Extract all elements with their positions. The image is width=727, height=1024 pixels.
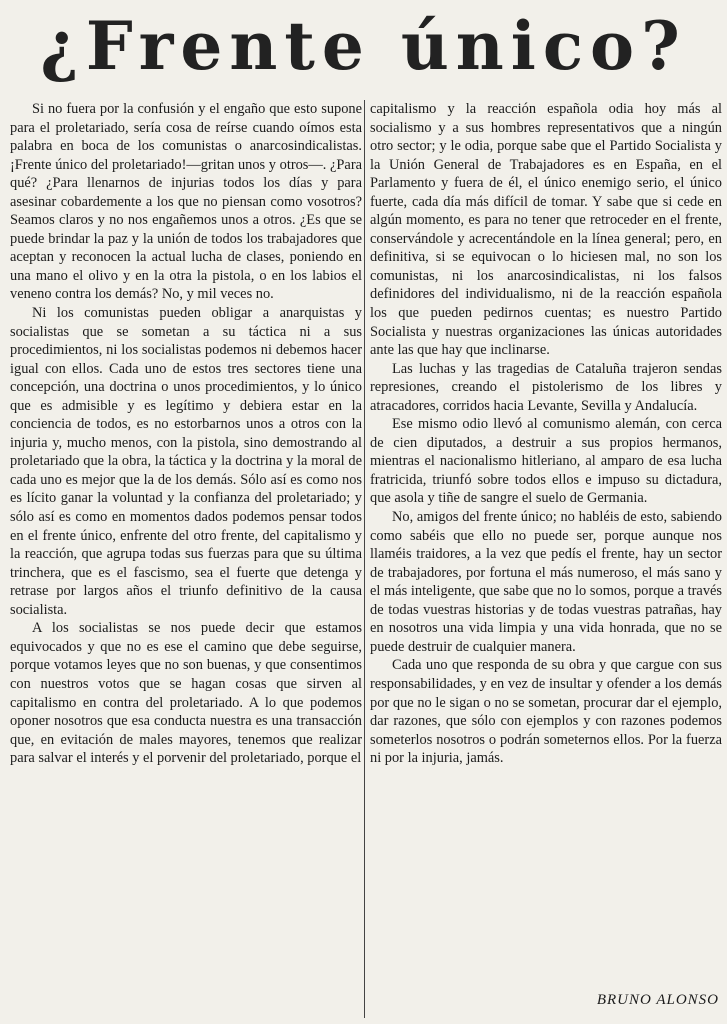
paragraph: Ni los comunistas pueden obligar a anarquistas y socialistas que se sometan a su táctica ni a sus procedimientos, ni los socialistas podemos ni debemos hacer igual con ellos. Cada uno de estos tres sectores tiene una concepción, una doctrina o unos procedimientos, y lo único que es admisible y es legítimo y debiera estar en la conciencia de todos, es no estorbarnos unos a otros con la injuria y, mucho menos, con la pistola, sino demostrando al proletariado que la obra, la táctica y la doctrina y la moral de cada uno es mejor que la de los demás. Sólo así es como nos es lícito ganar la voluntad y la confianza del proletariado; y sólo así es como en momentos dados podemos pensar todos en el frente único, enfrente del otro frente, del capitalismo y la reacción, que agrupa todas sus fuerzas para que su última trinchera, que es el fascismo, sea el fuerte que detenga y retrase por largos años el triunfo definitivo de la causa socialista. (10, 305, 362, 618)
author-signature: BRUNO ALONSO (596, 992, 719, 1008)
column-divider (364, 100, 365, 1018)
left-column (10, 100, 362, 768)
article-headline: ¿Frente único? (40, 7, 687, 85)
paragraph: Las luchas y las tragedias de Cataluña trajeron sendas represiones, creando el pistolerismo de los libres y atracadores, corridos hacia Levante, Sevilla y Andalucía. (370, 360, 722, 414)
paragraph: Ese mismo odio llevó al comunismo alemán, con cerca de cien diputados, a destruir a sus propios hermanos, mientras el nacionalismo hitleriano, al amparo de esa lucha fratricida, triunfó sobre todos ellos e impuso su dictadura, que asola y tiñe de sangre el suelo de Germania. (370, 416, 722, 507)
paragraph: Cada uno que responda de su obra y que cargue con sus responsabilidades, y en vez de insultar y ofender a los demás por que no le sigan o no se sometan, procurar dar el ejemplo, dar razones, que sólo con ejemplos y con razones podemos someterlos nosotros o podrán someternos ellos. Por la fuerza ni por la injuria, jamás. (370, 657, 722, 767)
paragraph-continuation: capitalismo y la reacción española odia hoy más al socialismo y a sus hombres representativos que a ningún otro sector; y le odia, porque sabe que el Partido Socialista y la Unión General de Trabajadores es en España, en el Parlamento y fuera de él, el único enemigo serio, el único fuerte, cada día más difícil de tomar. Y sabe que si cede en algún momento, es para no tener que retroceder en el frente, conservándole y acrecentándole en la línea general; pero, en definitiva, si se equivocan o lo hiciesen mal, no son los comunistas, ni los anarcosindicalistas, ni los falsos definidores del individualismo, ni de la reacción española los que pueden pedirnos cuentas; es nuestro Partido Socialista y nuestras organizaciones las únicas autoridades ante las que hay que inclinarse. (370, 101, 722, 359)
paragraph: A los socialistas se nos puede decir que estamos equivocados y que no es ese el camino que debe seguirse, porque votamos leyes que no son buenas, y que consentimos con nuestros votos que se hagan cosas que sirven al capitalismo en contra del proletariado. A lo que podemos oponer nosotros que esa conducta nuestra es una transacción que, en evitación de males mayores, tenemos que realizar para salvar el interés y el porvenir del proletariado, porque el (10, 620, 362, 767)
paragraph: No, amigos del frente único; no habléis de esto, sabiendo como sabéis que ello no puede ser, porque aunque nos llaméis traidores, a la vez que pedís el frente, hay un sector de trabajadores, por fortuna el más numeroso, el más sano y el más inteligente, que sabe que no lo somos, porque a través de todas vuestras historias y de todas vuestras patrañas, hay en nosotros una vida limpia y una vida honrada, que no se puede destruir de cualquier manera. (370, 509, 722, 655)
right-column (370, 100, 722, 768)
paragraph: Si no fuera por la confusión y el engaño que esto supone para el proletariado, sería cosa de reírse cuando oímos esta palabra en boca de los comunistas o anarcosindicalistas. ¡Frente único del proletariado!—gritan unos y otros—. ¿Para qué? ¿Para llenarnos de injurias todos los días y para asesinar cobardemente a los que no piensan como vosotros? Seamos claros y no nos engañemos unos a otros. ¿Es que se puede brindar la paz y la unión de todos los trabajadores que aceptan y reconocen la actual lucha de clases, poniendo en una mano el olivo y en la otra la pistola, o en los labios el veneno contra los demás? No, y mil veces no. (10, 101, 362, 303)
